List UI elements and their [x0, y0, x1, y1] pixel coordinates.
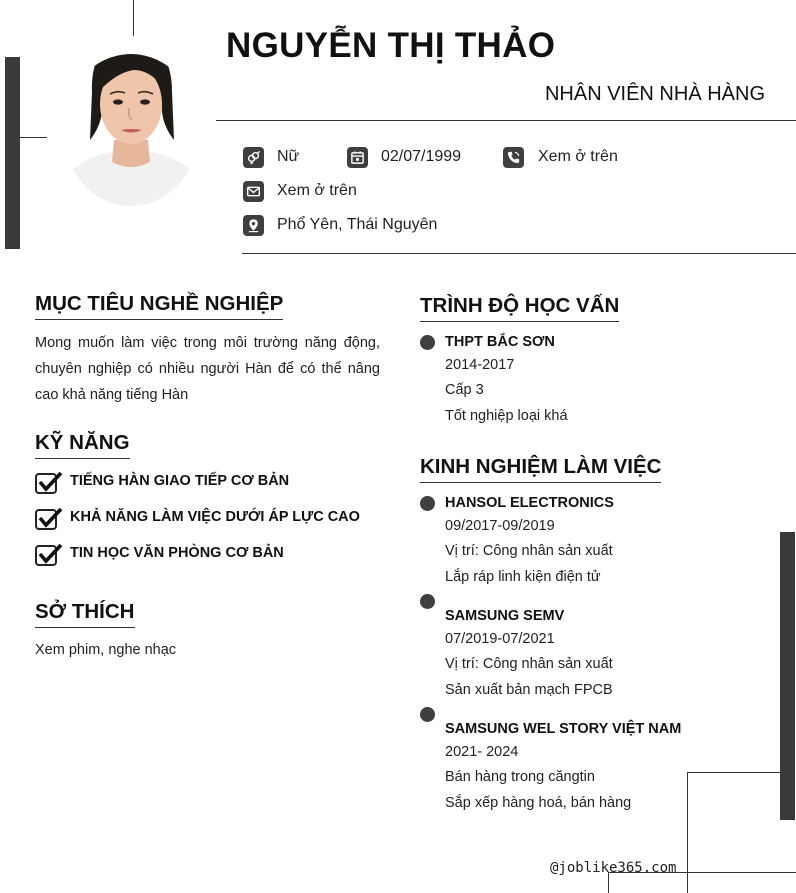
left-accent-bar — [5, 57, 20, 249]
right-accent-bar — [780, 532, 795, 820]
avatar — [62, 30, 200, 206]
job-position: Vị trí: Công nhân sản xuất — [445, 656, 613, 672]
company-name: SAMSUNG WEL STORY VIỆT NAM — [445, 721, 682, 737]
left-accent-line — [20, 137, 47, 138]
mail-icon — [243, 181, 264, 202]
header-divider-top — [216, 120, 796, 121]
gender-icon — [243, 147, 264, 168]
skill-item: TIẾNG HÀN GIAO TIẾP CƠ BẢN — [70, 473, 290, 489]
gender-value: Nữ — [277, 148, 300, 165]
job-task: Sản xuất bản mạch FPCB — [445, 682, 613, 698]
avatar-portrait — [62, 30, 200, 206]
bullet-dot — [420, 496, 435, 511]
experience-heading: KINH NGHIỆM LÀM VIỆC — [420, 455, 661, 483]
job-period: 09/2017-09/2019 — [445, 518, 555, 534]
job-position: Vị trí: Công nhân sản xuất — [445, 543, 613, 559]
birthday-value: 02/07/1999 — [381, 148, 462, 165]
school-level: Cấp 3 — [445, 382, 484, 398]
skill-item: KHẢ NĂNG LÀM VIỆC DƯỚI ÁP LỰC CAO — [70, 509, 360, 525]
job-position: Bán hàng trong căngtin — [445, 769, 595, 785]
job-task: Lắp ráp linh kiện điện tử — [445, 569, 601, 585]
hobbies-text: Xem phim, nghe nhạc — [35, 642, 177, 658]
objective-heading: MỤC TIÊU NGHỀ NGHIỆP — [35, 292, 283, 320]
job-task: Sắp xếp hàng hoá, bán hàng — [445, 795, 632, 811]
bullet-dot — [420, 335, 435, 350]
watermark: @joblike365.com — [550, 860, 677, 876]
job-period: 07/2019-07/2021 — [445, 631, 555, 647]
school-years: 2014-2017 — [445, 357, 515, 373]
phone-value: Xem ở trên — [538, 148, 618, 165]
company-name: HANSOL ELECTRONICS — [445, 495, 614, 511]
school-result: Tốt nghiệp loại khá — [445, 408, 568, 424]
hobbies-heading: SỞ THÍCH — [35, 600, 135, 628]
job-title: NHÂN VIÊN NHÀ HÀNG — [544, 83, 765, 105]
checkbox-check-icon — [35, 471, 63, 495]
job-period: 2021- 2024 — [445, 744, 519, 760]
header-divider-bottom — [242, 253, 796, 254]
email-value: Xem ở trên — [277, 182, 357, 199]
calendar-icon — [347, 147, 368, 168]
map-pin-icon — [243, 215, 264, 236]
checkbox-check-icon — [35, 507, 63, 531]
school-name: THPT BẮC SƠN — [445, 334, 555, 350]
skill-item: TIN HỌC VĂN PHÒNG CƠ BẢN — [70, 545, 284, 561]
education-heading: TRÌNH ĐỘ HỌC VẤN — [420, 294, 619, 322]
address-value: Phổ Yên, Thái Nguyên — [277, 216, 438, 233]
company-name: SAMSUNG SEMV — [445, 608, 565, 624]
skills-heading: KỸ NĂNG — [35, 431, 130, 459]
bullet-dot — [420, 594, 435, 609]
phone-icon — [503, 147, 524, 168]
bullet-dot — [420, 707, 435, 722]
checkbox-check-icon — [35, 543, 63, 567]
candidate-name: NGUYỄN THỊ THẢO — [226, 26, 556, 65]
objective-text: Mong muốn làm việc trong môi trường năng động, chuyên nghiệp có nhiều người Hàn để có thể nâng cao khả năng tiếng Hàn — [35, 335, 380, 403]
